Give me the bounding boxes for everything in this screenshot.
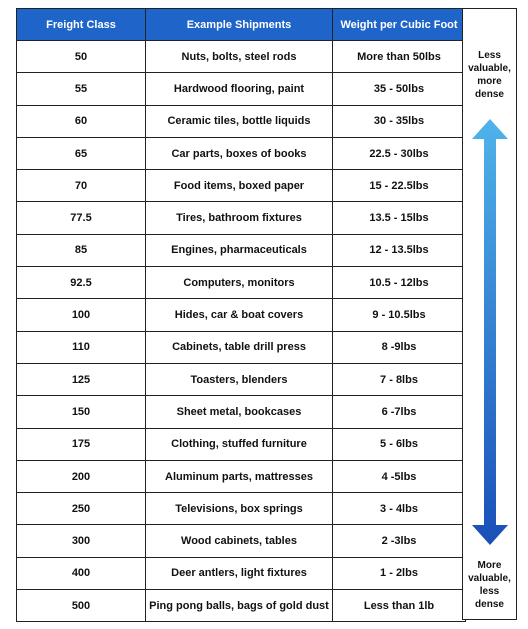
cell-example-shipments: Wood cabinets, tables (146, 525, 333, 557)
cell-freight-class: 175 (17, 428, 146, 460)
cell-example-shipments: Toasters, blenders (146, 363, 333, 395)
table-row (17, 331, 466, 363)
table-row (17, 202, 466, 234)
table-row (17, 525, 466, 557)
freight-class-table (16, 8, 466, 622)
cell-example-shipments: Food items, boxed paper (146, 170, 333, 202)
cell-weight: 4 -5lbs (333, 460, 466, 492)
label-line: less (479, 586, 500, 597)
cell-example-shipments: Computers, monitors (146, 267, 333, 299)
cell-weight: 10.5 - 12lbs (333, 267, 466, 299)
cell-freight-class: 85 (17, 234, 146, 266)
label-line: more (477, 76, 502, 87)
label-line: dense (475, 89, 504, 100)
cell-freight-class: 300 (17, 525, 146, 557)
header-example-shipments: Example Shipments (146, 9, 333, 41)
table-body (17, 41, 466, 622)
cell-weight: 30 - 35lbs (333, 105, 466, 137)
cell-freight-class: 100 (17, 299, 146, 331)
cell-freight-class: 500 (17, 590, 146, 622)
cell-weight: 1 - 2lbs (333, 557, 466, 589)
table-header-row (17, 9, 466, 41)
table-row (17, 428, 466, 460)
cell-freight-class: 92.5 (17, 267, 146, 299)
header-freight-class: Freight Class (17, 9, 146, 41)
cell-example-shipments: Clothing, stuffed furniture (146, 428, 333, 460)
table-row (17, 557, 466, 589)
cell-weight: 15 - 22.5lbs (333, 170, 466, 202)
cell-weight: 22.5 - 30lbs (333, 137, 466, 169)
cell-freight-class: 125 (17, 363, 146, 395)
cell-freight-class: 65 (17, 137, 146, 169)
cell-example-shipments: Engines, pharmaceuticals (146, 234, 333, 266)
cell-freight-class: 60 (17, 105, 146, 137)
table-row (17, 299, 466, 331)
cell-example-shipments: Cabinets, table drill press (146, 331, 333, 363)
label-line: dense (475, 599, 504, 610)
cell-freight-class: 150 (17, 396, 146, 428)
table-row (17, 396, 466, 428)
cell-weight: 12 - 13.5lbs (333, 234, 466, 266)
cell-example-shipments: Car parts, boxes of books (146, 137, 333, 169)
table-row (17, 73, 466, 105)
cell-weight: 9 - 10.5lbs (333, 299, 466, 331)
cell-example-shipments: Nuts, bolts, steel rods (146, 41, 333, 73)
label-line: More (477, 560, 502, 571)
cell-freight-class: 50 (17, 41, 146, 73)
cell-freight-class: 200 (17, 460, 146, 492)
cell-freight-class: 250 (17, 493, 146, 525)
cell-weight: 13.5 - 15lbs (333, 202, 466, 234)
cell-weight: 2 -3lbs (333, 525, 466, 557)
cell-example-shipments: Deer antlers, light fixtures (146, 557, 333, 589)
cell-weight: 8 -9lbs (333, 331, 466, 363)
cell-example-shipments: Hardwood flooring, paint (146, 73, 333, 105)
cell-weight: 6 -7lbs (333, 396, 466, 428)
table-row (17, 170, 466, 202)
cell-example-shipments: Hides, car & boat covers (146, 299, 333, 331)
density-side-panel (462, 8, 517, 620)
table-row (17, 590, 466, 622)
cell-example-shipments: Tires, bathroom fixtures (146, 202, 333, 234)
cell-freight-class: 110 (17, 331, 146, 363)
cell-example-shipments: Aluminum parts, mattresses (146, 460, 333, 492)
table-row (17, 267, 466, 299)
table-row (17, 137, 466, 169)
cell-weight: 3 - 4lbs (333, 493, 466, 525)
table-row (17, 234, 466, 266)
cell-weight: 7 - 8lbs (333, 363, 466, 395)
cell-freight-class: 400 (17, 557, 146, 589)
header-weight: Weight per Cubic Foot (333, 9, 466, 41)
label-line: Less (478, 50, 501, 61)
cell-weight: More than 50lbs (333, 41, 466, 73)
more-valuable-label (463, 559, 516, 611)
double-headed-vertical-arrow-icon (471, 119, 509, 545)
table-row (17, 363, 466, 395)
cell-weight: Less than 1lb (333, 590, 466, 622)
table-row (17, 105, 466, 137)
cell-freight-class: 55 (17, 73, 146, 105)
label-line: valuable, (468, 63, 511, 74)
cell-example-shipments: Televisions, box springs (146, 493, 333, 525)
cell-freight-class: 77.5 (17, 202, 146, 234)
table-row (17, 460, 466, 492)
cell-example-shipments: Sheet metal, bookcases (146, 396, 333, 428)
table-row (17, 41, 466, 73)
cell-example-shipments: Ping pong balls, bags of gold dust (146, 590, 333, 622)
label-line: valuable, (468, 573, 511, 584)
less-valuable-label (463, 49, 516, 101)
table-row (17, 493, 466, 525)
cell-freight-class: 70 (17, 170, 146, 202)
cell-weight: 5 - 6lbs (333, 428, 466, 460)
cell-example-shipments: Ceramic tiles, bottle liquids (146, 105, 333, 137)
cell-weight: 35 - 50lbs (333, 73, 466, 105)
